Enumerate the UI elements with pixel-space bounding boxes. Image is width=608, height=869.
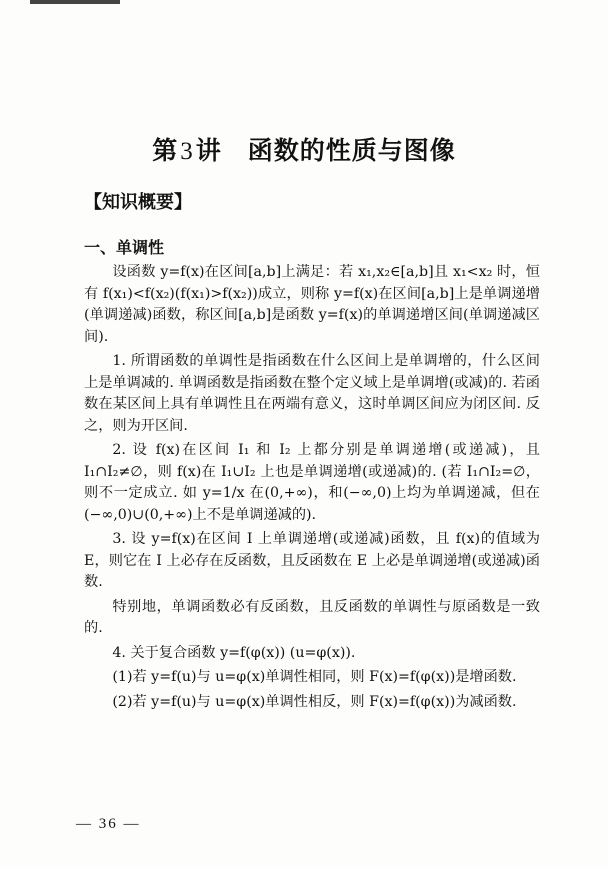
paragraph-4-2: (2)若 y=f(u)与 u=φ(x)单调性相反，则 F(x)=f(φ(x))为减函数. bbox=[112, 693, 517, 710]
chapter-suffix: 讲 bbox=[195, 136, 222, 165]
chapter-title bbox=[0, 131, 608, 167]
subheading: 一、单调性 bbox=[84, 238, 165, 257]
chapter-number: 3 bbox=[180, 138, 194, 165]
page-number: — 36 — bbox=[76, 816, 141, 832]
paragraph-1: 1. 所谓函数的单调性是指函数在什么区间上是单调增的，什么区间上是单调减的. 单调函数是指函数在整个定义域上是单调增(或减)的. 若函数在某区间上具有单调性且在两端有意义，这时单调区间应为闭区间. 反之，则为开区间. bbox=[84, 353, 540, 434]
paragraph-4: 4. 关于复合函数 y=f(φ(x)) (u=φ(x)). bbox=[112, 644, 356, 661]
paragraph-2: 2. 设 f(x)在区间 I₁ 和 I₂ 上都分别是单调递增(或递减)，且 I₁∩I₂≠∅，则 f(x)在 I₁∪I₂ 上也是单调递增(或递减)的. (若 I₁∩I₂=∅，则不一定成立. 如 y=1/x 在(0,+∞)，和(−∞,0)上均为单调递减，但在(−∞,0)∪(0,+∞)上不是单调递减的). bbox=[84, 442, 540, 523]
chapter-name: 函数的性质与图像 bbox=[247, 136, 456, 165]
paragraph-3: 3. 设 y=f(x)在区间 I 上单调递增(或递减)函数，且 f(x)的值域为 E，则它在 I 上必存在反函数，且反函数在 E 上必是单调递增(或递减)函数. bbox=[84, 531, 540, 590]
paragraph-special: 特别地，单调函数必有反函数，且反函数的单调性与原函数是一致的. bbox=[84, 598, 540, 636]
paragraph-definition: 设函数 y=f(x)在区间[a,b]上满足：若 x₁,x₂∈[a,b]且 x₁<x₂ 时，恒有 f(x₁)<f(x₂)(f(x₁)>f(x₂))成立，则称 y=f(x)在区间[a,b]上是单调递增(单调递减)函数，称区间[a,b]是函数 y=f(x)的单调递增区间(单调递减区间). bbox=[84, 264, 540, 345]
body-text bbox=[84, 262, 540, 716]
section-heading: 【知识概要】 bbox=[84, 192, 192, 213]
top-scan-mark bbox=[30, 0, 120, 4]
chapter-prefix: 第 bbox=[152, 136, 179, 165]
paragraph-4-1: (1)若 y=f(u)与 u=φ(x)单调性相同，则 F(x)=f(φ(x))是增函数. bbox=[112, 669, 517, 685]
